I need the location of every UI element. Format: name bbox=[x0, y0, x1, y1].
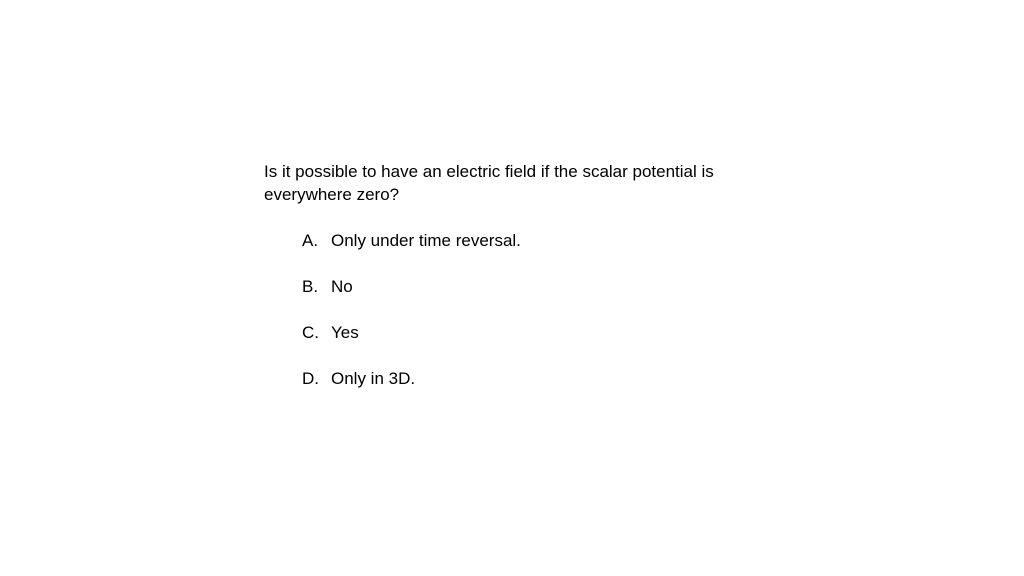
option-letter: C. bbox=[302, 323, 319, 342]
option-letter: D. bbox=[302, 369, 319, 388]
option-text: No bbox=[331, 277, 353, 296]
option-a bbox=[302, 229, 521, 252]
question-text: Is it possible to have an electric field if the scalar potential is everywhere zero? bbox=[264, 162, 714, 204]
option-b bbox=[302, 275, 521, 298]
answer-options bbox=[302, 229, 521, 413]
option-text: Only in 3D. bbox=[331, 369, 416, 388]
option-c bbox=[302, 321, 521, 344]
option-letter: A. bbox=[302, 231, 319, 250]
option-d bbox=[302, 367, 521, 390]
option-letter: B. bbox=[302, 277, 319, 296]
option-text: Only under time reversal. bbox=[331, 231, 521, 250]
option-text: Yes bbox=[331, 323, 359, 342]
